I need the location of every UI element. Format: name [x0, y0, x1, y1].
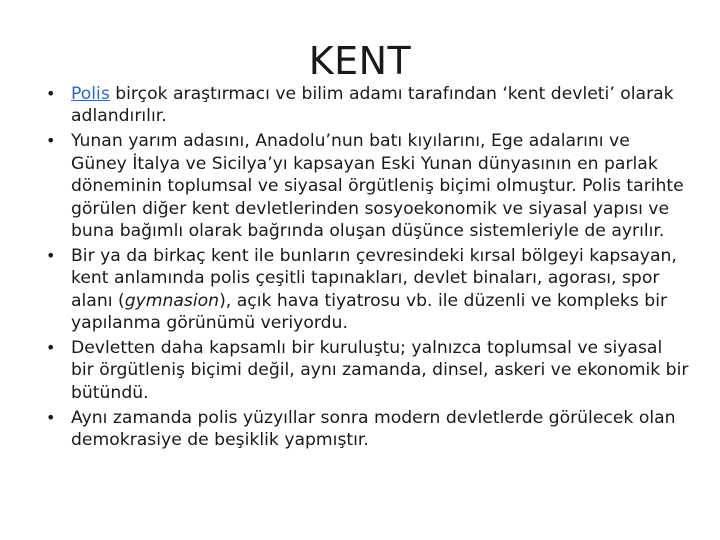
bullet-icon: • [46, 245, 56, 265]
bullet-item-yunan [0, 130, 690, 242]
bullet-list [0, 83, 690, 454]
gymnasion-term: gymnasion [124, 290, 220, 311]
bullet-item-demokrasi [0, 407, 690, 452]
bullet-text: birçok araştırmacı ve bilim adamı tarafından ‘kent devleti’ olarak adlandırılır. [71, 84, 674, 127]
bullet-item-devlet [0, 337, 690, 404]
bullet-text: Aynı zamanda polis yüzyıllar sonra modern devletlerde görülecek olan demokrasiye de beşiklik yapmıştır. [71, 407, 676, 451]
polis-link[interactable]: Polis [71, 84, 110, 104]
slide-title: KENT [308, 39, 412, 83]
bullet-item-polis [0, 83, 690, 128]
bullet-icon: • [46, 337, 56, 357]
bullet-text: Devletten daha kapsamlı bir kuruluştu; yalnızca toplumsal ve siyasal bir örgütleniş biçimi değil, aynı zamanda, dinsel, askeri ve ekonomik bir bütündü. [71, 337, 689, 403]
bullet-icon: • [46, 131, 56, 151]
bullet-item-kent [0, 245, 690, 335]
bullet-text: Yunan yarım adasını, Anadolu’nun batı kıyılarını, Ege adalarını ve Güney İtalya ve Sicilya’yı kapsayan Eski Yunan dünyasının en parlak döneminin toplumsal ve siyasal örgütleniş biçimi olmuştur. Polis tarihte görülen diğer kent devletlerinden sosyoekonomik ve siyasal yapısı ve buna bağımlı olarak bağrında oluşan düşünce sistemleriyle de ayrılır. [71, 131, 684, 241]
bullet-icon: • [46, 84, 56, 103]
bullet-text: Bir ya da birkaç kent ile bunların çevresindeki kırsal bölgeyi kapsayan, kent anlamında polis çeşitli tapınakları, devlet binaları, agorası, spor alanı ( [71, 245, 677, 311]
bullet-text: ), açık hava tiyatrosu vb. ile düzenli ve kompleks bir yapılanma görünümü veriyordu. [71, 290, 668, 334]
bullet-icon: • [46, 407, 56, 427]
